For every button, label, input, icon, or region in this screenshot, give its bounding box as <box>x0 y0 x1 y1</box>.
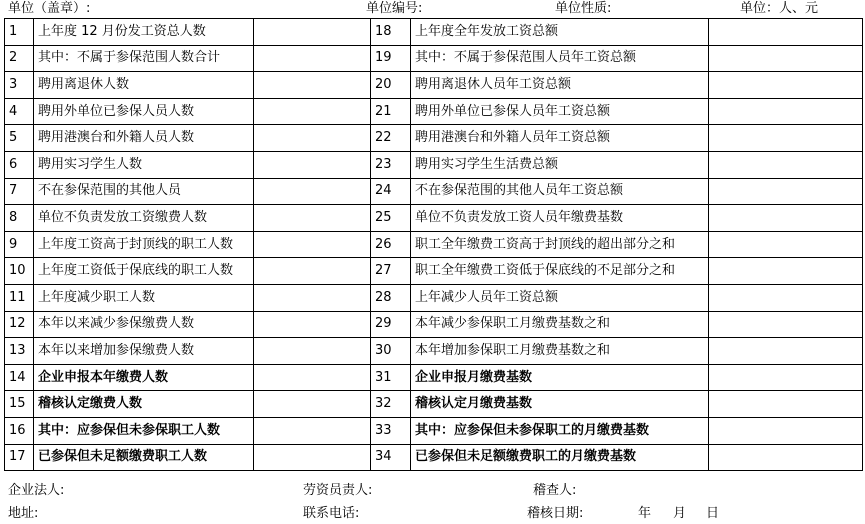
row-label: 聘用外单位已参保人员年工资总额 <box>411 98 709 125</box>
row-number: 5 <box>5 125 34 152</box>
row-label: 本年以来减少参保缴费人数 <box>34 311 254 338</box>
row-number: 25 <box>371 205 411 232</box>
table-row <box>5 98 863 125</box>
row-number: 34 <box>371 444 411 471</box>
value-cell[interactable] <box>254 151 371 178</box>
value-cell[interactable] <box>709 125 863 152</box>
row-number: 30 <box>371 338 411 365</box>
row-number: 10 <box>5 258 34 285</box>
address-label: 地址: <box>8 506 39 521</box>
row-number: 11 <box>5 284 34 311</box>
unit-nature-label: 单位性质: <box>555 1 612 16</box>
row-label: 已参保但未足额缴费职工的月缴费基数 <box>411 444 709 471</box>
table-row <box>5 417 863 444</box>
row-number: 8 <box>5 205 34 232</box>
value-cell[interactable] <box>254 98 371 125</box>
row-label: 上年度全年发放工资总额 <box>411 19 709 46</box>
value-cell[interactable] <box>709 19 863 46</box>
row-number: 23 <box>371 151 411 178</box>
row-number: 29 <box>371 311 411 338</box>
row-label: 其中：不属于参保范围人员年工资总额 <box>411 45 709 72</box>
value-cell[interactable] <box>709 205 863 232</box>
row-label: 聘用港澳台和外籍人员年工资总额 <box>411 125 709 152</box>
value-cell[interactable] <box>709 72 863 99</box>
row-label: 聘用港澳台和外籍人员人数 <box>34 125 254 152</box>
table-row <box>5 311 863 338</box>
table-row <box>5 391 863 418</box>
value-cell[interactable] <box>254 284 371 311</box>
row-label: 上年减少人员年工资总额 <box>411 284 709 311</box>
row-number: 1 <box>5 19 34 46</box>
row-label: 上年度工资低于保底线的职工人数 <box>34 258 254 285</box>
table-row <box>5 19 863 46</box>
date-year-label: 年 <box>638 506 652 521</box>
value-cell[interactable] <box>709 231 863 258</box>
unit-code-label: 单位编号: <box>366 1 423 16</box>
row-number: 13 <box>5 338 34 365</box>
value-cell[interactable] <box>709 45 863 72</box>
row-number: 20 <box>371 72 411 99</box>
row-number: 33 <box>371 417 411 444</box>
row-number: 3 <box>5 72 34 99</box>
value-cell[interactable] <box>709 284 863 311</box>
value-cell[interactable] <box>254 391 371 418</box>
value-cell[interactable] <box>254 178 371 205</box>
value-cell[interactable] <box>709 98 863 125</box>
value-cell[interactable] <box>254 338 371 365</box>
table-row <box>5 151 863 178</box>
row-number: 32 <box>371 391 411 418</box>
value-cell[interactable] <box>709 364 863 391</box>
row-number: 27 <box>371 258 411 285</box>
row-number: 12 <box>5 311 34 338</box>
labor-officer-label: 劳资员责人: <box>303 483 373 498</box>
row-label: 职工全年缴费工资高于封顶线的超出部分之和 <box>411 231 709 258</box>
value-cell[interactable] <box>709 311 863 338</box>
value-cell[interactable] <box>709 258 863 285</box>
row-number: 6 <box>5 151 34 178</box>
audit-date-label: 稽核日期: <box>527 506 584 521</box>
row-label: 本年增加参保职工月缴费基数之和 <box>411 338 709 365</box>
row-number: 9 <box>5 231 34 258</box>
row-number: 17 <box>5 444 34 471</box>
table-row <box>5 284 863 311</box>
value-cell[interactable] <box>254 444 371 471</box>
row-label: 稽核认定缴费人数 <box>34 391 254 418</box>
table-row <box>5 72 863 99</box>
value-cell[interactable] <box>254 311 371 338</box>
table-row <box>5 231 863 258</box>
phone-label: 联系电话: <box>303 506 360 521</box>
row-number: 16 <box>5 417 34 444</box>
value-cell[interactable] <box>254 364 371 391</box>
row-label: 本年以来增加参保缴费人数 <box>34 338 254 365</box>
row-label: 聘用实习学生生活费总额 <box>411 151 709 178</box>
row-number: 18 <box>371 19 411 46</box>
table-row <box>5 338 863 365</box>
value-cell[interactable] <box>254 72 371 99</box>
value-cell[interactable] <box>254 417 371 444</box>
row-number: 14 <box>5 364 34 391</box>
table-row <box>5 444 863 471</box>
row-label: 上年度减少职工人数 <box>34 284 254 311</box>
row-label: 单位不负责发放工资缴费人数 <box>34 205 254 232</box>
table-row <box>5 364 863 391</box>
unit-measure-label: 单位：人、元 <box>740 1 819 16</box>
row-label: 单位不负责发放工资人员年缴费基数 <box>411 205 709 232</box>
row-number: 4 <box>5 98 34 125</box>
row-number: 28 <box>371 284 411 311</box>
value-cell[interactable] <box>709 338 863 365</box>
table-row <box>5 205 863 232</box>
audit-table <box>4 18 863 471</box>
value-cell[interactable] <box>709 178 863 205</box>
row-label: 不在参保范围的其他人员年工资总额 <box>411 178 709 205</box>
row-number: 31 <box>371 364 411 391</box>
row-label: 上年度 12 月份发工资总人数 <box>34 19 254 46</box>
date-day-label: 日 <box>706 506 720 521</box>
row-number: 24 <box>371 178 411 205</box>
value-cell[interactable] <box>254 45 371 72</box>
row-number: 7 <box>5 178 34 205</box>
table-row <box>5 125 863 152</box>
row-label: 其中：应参保但未参保职工人数 <box>34 417 254 444</box>
table-row <box>5 258 863 285</box>
row-label: 上年度工资高于封顶线的职工人数 <box>34 231 254 258</box>
row-label: 企业申报本年缴费人数 <box>34 364 254 391</box>
value-cell[interactable] <box>254 19 371 46</box>
value-cell[interactable] <box>709 444 863 471</box>
value-cell[interactable] <box>709 417 863 444</box>
row-label: 聘用外单位已参保人员人数 <box>34 98 254 125</box>
row-number: 2 <box>5 45 34 72</box>
row-label: 其中：不属于参保范围人数合计 <box>34 45 254 72</box>
row-label: 不在参保范围的其他人员 <box>34 178 254 205</box>
row-label: 企业申报月缴费基数 <box>411 364 709 391</box>
row-label: 聘用离退休人员年工资总额 <box>411 72 709 99</box>
value-cell[interactable] <box>254 125 371 152</box>
row-number: 19 <box>371 45 411 72</box>
value-cell[interactable] <box>254 205 371 232</box>
table-row <box>5 45 863 72</box>
value-cell[interactable] <box>254 231 371 258</box>
row-label: 本年减少参保职工月缴费基数之和 <box>411 311 709 338</box>
value-cell[interactable] <box>254 258 371 285</box>
row-label: 聘用实习学生人数 <box>34 151 254 178</box>
value-cell[interactable] <box>709 391 863 418</box>
unit-label: 单位（盖章）: <box>8 1 91 16</box>
row-label: 已参保但未足额缴费职工人数 <box>34 444 254 471</box>
row-number: 26 <box>371 231 411 258</box>
row-label: 职工全年缴费工资低于保底线的不足部分之和 <box>411 258 709 285</box>
row-number: 22 <box>371 125 411 152</box>
table-row <box>5 178 863 205</box>
row-number: 15 <box>5 391 34 418</box>
legal-rep-label: 企业法人: <box>8 483 65 498</box>
auditor-label: 稽查人: <box>533 483 577 498</box>
date-month-label: 月 <box>673 506 687 521</box>
row-label: 其中：应参保但未参保职工的月缴费基数 <box>411 417 709 444</box>
row-label: 稽核认定月缴费基数 <box>411 391 709 418</box>
row-number: 21 <box>371 98 411 125</box>
value-cell[interactable] <box>709 151 863 178</box>
row-label: 聘用离退休人数 <box>34 72 254 99</box>
